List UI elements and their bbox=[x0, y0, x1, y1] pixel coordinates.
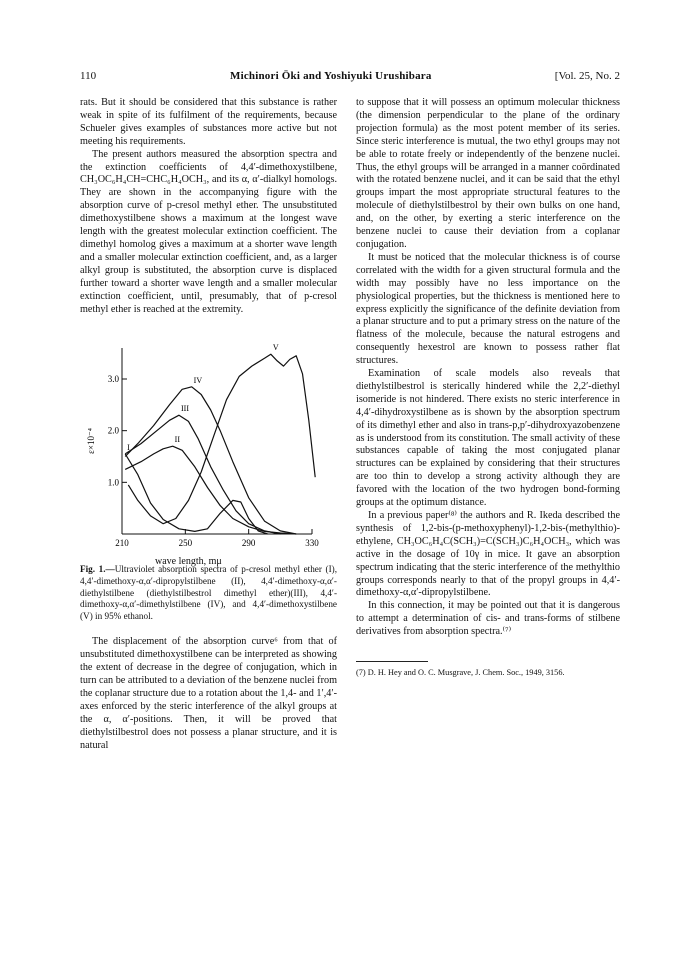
left-column bbox=[80, 97, 337, 753]
caption-text: Ultraviolet absorption spectra of p-cresol methyl ether (I), 4,4′-dimethoxy-α,α′-dipropylstilbene (II), 4,4′-dimethoxy-α,α′-diethylstilbene (diethylstilbestrol dimethyl ether)(III), 4,4′-dimethoxy-α,α′-dimethylstilbene (IV), and 4,4′-dimethoxystilbene (V) in 95% ethanol. bbox=[80, 564, 337, 621]
paragraph: In this connection, it may be pointed out that it is dangerous to attempt a determination of cis- and trans-forms of stilbene derivatives from absorption spectra.⁽⁷⁾ bbox=[356, 600, 620, 638]
series-label-V: V bbox=[272, 343, 279, 353]
figure-caption bbox=[80, 564, 337, 622]
page-header bbox=[80, 70, 620, 86]
y-tick-label: 3.0 bbox=[107, 374, 119, 385]
paragraph: The displacement of the absorption curve⁶ from that of unsubstituted dimethoxystilbene can be interpreted as showing the extent of decrease in the degree of conjugation, which in turn can be attributed to a deviation of the benzene nuclei from the coplanar structure due to a rotation about the 1,4- and 1′,4′-axes enforced by the steric interference of the alkyl groups at the α, α′-positions. Then, it will be proved that diethylstilbestrol does not possess a planar structure, and it is natural bbox=[80, 636, 337, 751]
y-tick-label: 2.0 bbox=[107, 426, 119, 437]
uv-absorption-chart bbox=[80, 334, 337, 556]
x-tick-label: 290 bbox=[241, 538, 256, 549]
running-authors: Michinori Ōki and Yoshiyuki Urushibara bbox=[230, 70, 432, 82]
series-line-V bbox=[128, 355, 315, 525]
footnote: (7) D. H. Hey and O. C. Musgrave, J. Chem. Soc., 1949, 3156. bbox=[356, 668, 565, 678]
right-column bbox=[356, 97, 620, 679]
series-line-III bbox=[125, 416, 280, 535]
series-label-III: III bbox=[181, 404, 189, 414]
series-line-IV bbox=[125, 387, 296, 534]
y-tick-label: 1.0 bbox=[107, 477, 119, 488]
paragraph: Examination of scale models also reveals that diethylstilbestrol is sterically hindered while the 2,2′-diethyl isomeride is not hindered. There exists no steric interference in 4,4′-dihydroxystilbene as is shown by the absorption spectrum of its dimethyl ether and also in trans-p,p′-dihydroxyazobenzene as is understood from its constitution. The small activity of these substances capable of taking the most conjugated planar structures can be explained by considering that their structures are too thin to develop a strong activity although they are favored with the location of the two hydrogen bond-forming groups at the optimum distance. bbox=[356, 368, 620, 509]
paragraph: The present authors measured the absorption spectra and the extinction coefficients of 4,4′-dimethoxystilbene, CH₃OC₆H₄CH=CHC₆H₄OCH₃, and its α, α′-dialkyl homologs. They are shown in the accompanying figure with the absorption curve of p-cresol methyl ether. The unsubstituted dimethoxystilbene shows a maximum at the longest wave length with the greatest molecular extinction coefficient. The dimethyl homolog gives a maximum at a shorter wave length and a smaller molecular extinction coefficient, and, as a larger alkyl group is substituted, the absorption curve is displaced further toward a shorter wave length and a smaller molecular extinction coefficient, until, presumably, that of p-cresol methyl ether is reached at the extremity. bbox=[80, 148, 337, 315]
series-line-II bbox=[125, 447, 296, 535]
footnote-rule bbox=[356, 661, 428, 662]
paragraph: rats. But it should be considered that this substance is rather weak in spite of its fulfilment of the requirements, because Schueler gives examples of substances more active but not meeting his requirements. bbox=[80, 97, 337, 147]
x-tick-label: 250 bbox=[178, 538, 193, 549]
page-number: 110 bbox=[80, 70, 97, 82]
series-label-I: I bbox=[127, 443, 130, 453]
x-tick-label: 210 bbox=[115, 538, 129, 549]
paragraph: to suppose that it will possess an optimum molecular thickness (the dimension perpendicular to the plane of the ordinary projection formula) as the most potent member of its series. Since steric interference is mutual, the two ethyl groups may not be able to rotate freely or independently of the benzene nuclei. Thus, the ethyl groups will be arranged in a manner coördinated with the rotated benzene nuclei, and it can be said that the ethyl groups impart the most appropriate structural features to the molecule of diethylstilbestrol by their own bulks on one hand, and, on the other, by exerting a steric interference on the benzene nuclei to cause their deviation from a coplanar conjugation. bbox=[356, 97, 620, 250]
volume-info: [Vol. 25, No. 2 bbox=[554, 70, 620, 82]
series-label-II: II bbox=[174, 435, 180, 445]
paragraph: It must be noticed that the molecular thickness is of course correlated with the width for a given structural formula and the width may possibly have no less importance on the physiological properties, but the thickness is mentioned here to express explicitly the significance of the definite deviation from a planar structure and to put a primary stress on the nature of the flatness of the molecule, because the natural estrogens and consequently hexestrol are known to possess rather flat structures. bbox=[356, 251, 620, 367]
series-label-IV: IV bbox=[193, 376, 203, 386]
x-tick-label: 330 bbox=[305, 538, 319, 549]
x-axis-label: wave length, mμ bbox=[155, 556, 222, 568]
paragraph: In a previous paper⁽⁸⁾ the authors and R. Ikeda described the synthesis of 1,2-bis-(p-methoxyphenyl)-1,2-bis-(methylthio)-ethylene, CH₃OC₆H₄C(SCH₃)=C(SCH₃)C₆H₄OCH₃, which was active in the dosage of 10γ in mice. It gave an absorption spectrum indicating that the steric interference of the methylthio groups corresponds nearly to that of the propyl groups in 4,4′-dimethoxy-α,α′-dipropylstilbene. bbox=[356, 510, 620, 599]
caption-lead: Fig. 1.— bbox=[80, 564, 115, 575]
figure-uv-spectra bbox=[80, 334, 337, 568]
y-axis-label: ε×10⁻⁴ bbox=[86, 428, 96, 455]
